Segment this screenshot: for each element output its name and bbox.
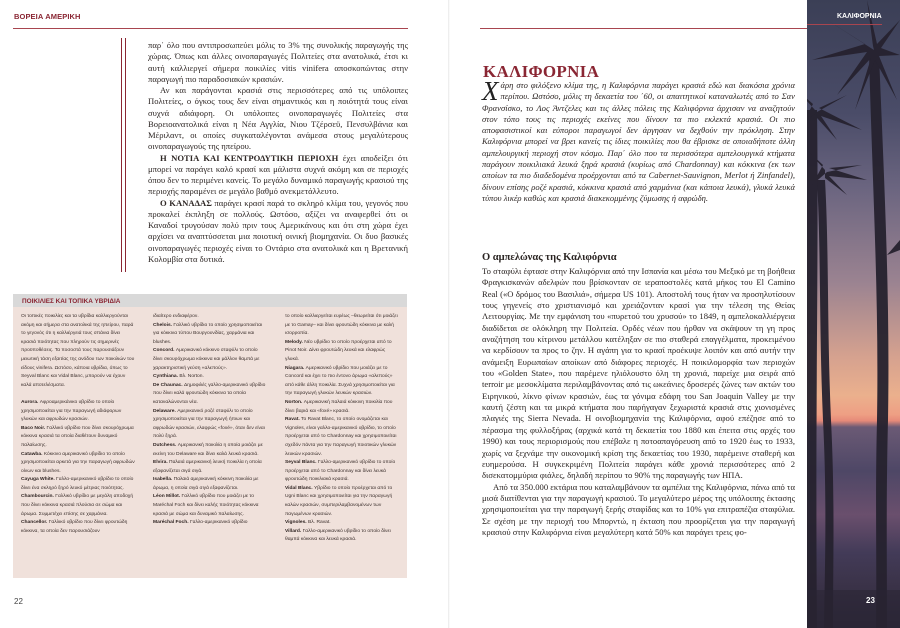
variety-entry <box>285 339 399 365</box>
variety-entry <box>153 476 267 493</box>
variety-entry <box>153 322 267 348</box>
variety-description: Βλ. Ravat. <box>306 520 331 526</box>
paragraph-canada <box>148 198 408 266</box>
variety-name: Chelois. <box>153 322 173 328</box>
variety-name: Chancellor. <box>21 520 48 526</box>
variety-entry <box>285 399 399 416</box>
variety-entry <box>285 485 399 519</box>
variety-entry <box>21 476 135 493</box>
variety-description: Αμερικανικό ροζέ σταφύλι το οποίο χρησιμοποιείται για την παραγωγή ήπιων και αφρωδών κρασιών, ελαφρώς «foxé», όταν δεν είναι πολύ ξηρά. <box>153 408 265 440</box>
variety-entry <box>21 425 135 451</box>
variety-description: Γαλλικό υβρίδιο το οποίο χρησιμοποιείται για κόκκινα τύπου Βουργουνδίας, χαρμάνια και blushes. <box>153 322 263 345</box>
variety-entry <box>21 399 135 425</box>
variety-description: Βλ. Norton. <box>178 374 204 380</box>
variety-description: Γαλλικό υβρίδιο που δίνει φρουτώδη κόκκινα, τα οποία δεν παρουσιάζουν <box>21 520 128 534</box>
variety-description: Αμερικανικό κόκκινο σταφύλι το οποίο δίνει σκουρόχρωμα κόκκινα και μάλλον θαμπά με χαρακτηριστική γεύση «αλεπούς». <box>153 348 260 371</box>
lead-text: άρη στο φιλόξενο κλίμα της, η Καλιφόρνια παράγει κρασιά εδώ και διακόσια χρόνια περίπου. Ωστόσο, μόλις τη δεκαετία του ΄60, οι απαιτητικοί καταναλωτές από το Σαν Φρανσίσκο, το Λος Άντζελες και τις άλλες πόλεις της Καλιφόρνια άρχισαν να αναζητούν στον τόπο τους τις περιοχές εκείνες που δίνουν τα πιο εκλεκτά κρασιά. Οι πιο αποφασιστικοί και εύποροι παραγωγοί δεν άργησαν να δεχθούν την πρόκληση. Στην Καλιφόρνια μπορεί να βρει κανείς τις ίδιες ποικιλίες που θα έβρισκε σε οποιαδήποτε άλλη αμπελουργική περιοχή στον κόσμο. Παρ΄ όλο που τα περισσότερα αμπελουργικά κτήματα παράγουν ποικιλιακά λευκά ξηρά κρασιά (κυρίως από Chardonnay) και κόκκινα (εκ των οποίων τα πιο διαδεδομένα προέρχονται από τα Cabernet-Sauvignon, Merlot ή Zinfandel), δίνουν επίσης ροζέ κρασιά, κόκκινα κρασιά από χαρμάνια (και κάποια λευκά), γλυκά λευκά τύπου λικέρ καθώς και κρασιά διακεκομμένης ζύμωσης ή αφρώδη. <box>482 80 795 203</box>
variety-description: το οποίο καλλιεργείται ευρέως –θεωρείται ότι μοιάζει με το Gamay– και δίνει φρουτώδη κόκκινα με καλή ισορροπία. <box>285 314 398 337</box>
variety-description: Αμερικανική παλαιά κόκκινη ποικιλία που δίνει βαριά και «foxé» κρασιά. <box>285 399 393 414</box>
paragraph: Από τα 350.000 εκτάρια που καταλαμβάνουν τα αμπέλια της Καλιφόρνια, πάνω από τα μισά διατίθενται για την παραγωγή κρασιού. Το μεγαλύτερο μέρος της υπόλοιπης έκτασης χρησιμοποιείται για την παραγωγή ξερής σταφίδας και το 10% για επιτραπέζια σταφύλια. Σε σχέση με την περιοχή του Μπορντώ, η έκταση που προορίζεται για την παραγωγή κρασιού στην Καλιφόρνια είναι μεγαλύτερη κατά 50% και παράγει τρεις φο- <box>482 481 795 537</box>
section-subheading: Ο αμπελώνας της Καλιφόρνια <box>482 252 617 263</box>
header-rule-photo <box>807 24 882 25</box>
variety-description: Γαλλικό υβρίδιο που δίνει σκουρόχρωμα κόκκινα κρασιά τα οποία διαθέτουν δυναμικό παλαίωσης. <box>21 425 134 448</box>
variety-entry <box>285 528 399 545</box>
variety-description: Υβρίδιο το οποίο προέρχεται από το Ugni Blanc και χρησιμοποιείται για την παραγωγή καλών κρασιών, συμπεριλαμβανομένων των παγωμένων κρασιών. <box>285 485 393 517</box>
variety-description: Γαλλικό υβρίδιο που μοιάζει με το Maréchal Foch και δίνει καλής ποιότητας κόκκινα κρασιά με σώμα και δυναμικό παλαίωσης. <box>153 494 259 517</box>
variety-name: Vidal Blanc. <box>285 485 313 491</box>
paragraph: παρ΄ όλο που αντιπροσωπεύει μόλις το 3% της συνολικής παραγωγής της χώρας. Όπως και άλλες οινοπαραγωγές Πολιτείες στα ανατολικά, έτσι κι αυτή καλλιεργεί σήμερα ποικιλίες vitis vinifera αποσκοπώντας στην παραγωγή πιο παραδοσιακών κρασιών. <box>148 40 408 84</box>
variety-entry <box>153 373 267 382</box>
variety-name: Norton. <box>285 399 303 405</box>
header-rule-left <box>13 28 408 29</box>
variety-description: Γαλλο-αμερικανικό υβρίδιο <box>188 520 248 526</box>
variety-name: Maréchal Foch. <box>153 520 189 526</box>
sidebar-intro: Οι τοπικές ποικιλίες και τα υβρίδια καλλιεργούνται ακόμη και σήμερα στα ανατολικά της ηπείρου, παρά το γεγονός ότι η καλλιέργειά τους σπάνια δίνει κρασιά ποιότητας που πληρούν τις σημερινές προϋποθέσεις. Τα ποσοστά τους παρουσιάζουν μειωτική τάση εξαιτίας της ανόδου των ποικιλιών του είδους vinifera. Ωστόσο, κάποια υβρίδια, όπως το Seyval Blanc και Vidal Blanc, μπορούν να έχουν καλά αποτελέσματα. <box>21 314 135 388</box>
variety-description: Παλαιά αμερικανική λευκή ποικιλία η οποία εξαφανίζεται σιγά σιγά. <box>153 460 262 474</box>
variety-name: Vignoles. <box>285 520 307 526</box>
variety-name: Seyval Blanc. <box>285 460 317 466</box>
variety-entry <box>285 459 399 485</box>
paragraph: Το σταφύλι έφτασε στην Καλιφόρνια από την Ισπανία και μέσω του Μεξικό με τη βοήθεια Φραγκισκανών αδελφών που βρίσκονταν σε ιεραποστολές κατά μήκος του El Camino Real («Ο δρόμος του Βασιλιά», σήμερα US 101). Αποστολή τους ήταν να προσηλυτίσουν τους γηγενείς στο χριστιανισμό και χρειάζονταν κρασί για την τέλεση της Θείας Λειτουργίας. Με την εμφάνιση του «πυρετού του χρυσού» το 1849, η αμπελοκαλλιέργεια διαδίδεται σε ολόκληρη την Πολιτεία. Ορδές νέων που ήρθαν να σκάψουν τη γη προς αναζήτηση του κίτρινου μετάλλου κατέληξαν σε πιο σταθερά επαγγέλματα, προκειμένου να κερδίσουν τα προς το ζην. Η αγάπη για το κρασί προέκυψε λοιπόν και από αυτήν την ανάμειξη Ευρωπαίων αποίκων από διάφορες περιοχές. Η ποικιλομορφία των περιοχών του «Golden State», που παρέμενε ηλιόλουστο όλη τη χρονιά, παρείχε μια σειρά από terroir με μεσοκλίματα περιλαμβάνοντας από τις ωκεάνιες δροσερές ζώνες των ακτών του Ειρηνικού, λίκνο φίνων κρασιών, έως τα γόνιμα εδάφη του San Joaquin Valley με την καυτή ζέστη και τα μικρά κτήματα που παρήγαγαν ξεχωριστά κρασιά στις χιονισμένες πλαγιές της Sierra Nevada. Η οινοβιομηχανία της Καλιφόρνια, αφού επέζησε από το πέρασμα της φυλλοξήρας (αρχικά κατά τη δεκαετία του 1880 και έπειτα στις αρχές του 1990) και τους περιορισμούς που επέβαλε η ποτοαπαγόρευση από το 1920 έως το 1933, χωρίς να ξεχνάμε την οικονομική κρίση της δεκαετίας του 1930, παρέμεινε σταθερή και ευημερούσα. Η συγκεκριμένη Πολιτεία παράγει κάθε χρονιά περισσότερες από 2 δισεκατομμύρια φιάλες, δηλαδή περίπου το 90% της παραγωγής των ΗΠΑ. <box>482 266 795 481</box>
sidebar-title: ΠΟΙΚΙΛΙΕΣ ΚΑΙ ΤΟΠΙΚΑ ΥΒΡΙΔΙΑ <box>13 294 407 307</box>
paragraph: Αν και παράγονται κρασιά στις περισσότερες από τις υπόλοιπες Πολιτείες, ο όγκος τους δεν είναι σημαντικός και η ποιότητά τους είναι συχνά αδιάφορη. Οι υπόλοιπες οινοπαραγωγές Πολιτείες στα Βορειοανατολικά είναι η Νέα Αγγλία, Νιου Τζέρσεϋ, Πενσυλβάνια και Μέριλαντ, οι οποίες συγκαταλέγονται ανάμεσα στους μεγαλύτερους οινοπαραγωγούς της ηπείρου. <box>148 85 408 152</box>
variety-entry <box>21 451 135 477</box>
variety-entry <box>21 493 135 519</box>
right-body-text <box>482 266 795 538</box>
variety-name: Delaware. <box>153 408 176 414</box>
sidebar-column-3 <box>285 313 399 545</box>
variety-entry <box>21 519 135 536</box>
variety-description: Νέο υβρίδιο το οποίο προέρχεται από το Pinot Noir. Δίνει φρουτώδη λευκά και ελαφρώς γλυκά. <box>285 339 392 362</box>
paragraph-text: παράγει κρασί παρά το σκληρό κλίμα του, γεγονός που προκαλεί έκπληξη σε πολλούς. Ωστόσο, αξίζει να αναφερθεί ότι οι Καναδοί τρυγούσαν πολύ πριν τους Αμερικάνους και ότι στη χώρα έχει αρχίσει να αναπτύσσεται μια ποιοτική οινική βιομηχανία. Οι δυο βασικές οινοπαραγωγές περιοχές είναι το Οντάριο στα ανατολικά και η Βρετανική Κολομβία στα δυτικά. <box>148 197 408 264</box>
header-rule-right <box>480 28 810 29</box>
variety-name: Dutchess. <box>153 442 177 448</box>
paragraph-south-central <box>148 153 408 198</box>
variety-entry <box>285 519 399 528</box>
variety-name: Chambourcin. <box>21 494 54 500</box>
variety-description: Το Ravat Blanc, το οποίο ονομάζεται και Vignoles, είναι γαλλο-αμερικανικό υβρίδιο, το οποίο προέρχεται από το Chardonnay και χρησιμοποιείται σχεδόν πάντα για την παραγωγή ποιοτικών γλυκών λευκών κρασιών. <box>285 417 397 457</box>
lead-in-south-central: Η ΝΟΤΙΑ ΚΑΙ ΚΕΝΤΡΟΔΥΤΙΚΗ ΠΕΡΙΟΧΗ <box>160 152 339 163</box>
palm-trees-sunset-photo <box>807 0 900 628</box>
variety-name: Baco Noir. <box>21 425 46 431</box>
variety-entry <box>153 408 267 442</box>
variety-description: Αμερικανική ποικιλία η οποία μοιάζει με εκείνη του Delaware και δίνει καλά λευκά κρασιά. <box>153 442 263 457</box>
paragraph-text: έχει αποδείξει ότι μπορεί να παράγει καλό κρασί και μάλιστα συχνά ακόμη και σε περιοχές όπου δεν το περιμένει κανείς. Το μεγάλο δυναμικό παραγωγής κρασιού της περιοχής παραμένει σε μεγάλο βαθμό ανεκμετάλλευτο. <box>148 152 408 197</box>
variety-name: Ravat. <box>285 417 300 423</box>
variety-description: Δημοφιλές γαλλο-αμερικανικό υβρίδιο που δίνει καλά φρουτώδη κόκκινα τα οποία καταναλώνονται νέα. <box>153 382 266 405</box>
page-number-left: 22 <box>14 597 23 606</box>
variety-entry <box>285 313 399 339</box>
variety-name: Villard. <box>285 528 302 534</box>
sidebar-column-1 <box>21 313 135 545</box>
variety-description: Αμερικανικό υβρίδιο που μοιάζει με το Concord και έχει το πιο έντονο άρωμα «αλεπούς» από κάθε άλλη ποικιλία. Συχνά χρησιμοποιείται για την παραγωγή γλυκών λευκών κρασιών. <box>285 365 395 397</box>
variety-entry <box>153 313 267 322</box>
variety-entry <box>153 442 267 459</box>
variety-name: Niagara. <box>285 365 305 371</box>
lead-in-canada: Ο ΚΑΝΑΔΑΣ <box>160 197 212 208</box>
variety-name: Isabella. <box>153 477 173 483</box>
variety-entry <box>285 416 399 459</box>
variety-description: Αφροαμερικάνικο υβρίδιο το οποίο χρησιμοποιείται για την παραγωγή αδιάφορων γλυκών και αφρωδών κρασιών. <box>21 399 122 423</box>
variety-name: Cayuga White. <box>21 477 55 483</box>
variety-entry <box>153 493 267 519</box>
variety-description: Κόκκινο αμερικανικό υβρίδιο το οποίο χρησιμοποιείται αρκετά για την παραγωγή αφρωδών οίνων και blushes. <box>21 451 135 474</box>
variety-name: Catawba. <box>21 451 43 457</box>
variety-name: Cynthiana. <box>153 374 179 380</box>
running-head-left: ΒΟΡΕΙΑ ΑΜΕΡΙΚΗ <box>14 12 81 21</box>
variety-entry <box>153 347 267 373</box>
variety-entry <box>153 519 267 528</box>
variety-description: Γαλλικό υβρίδιο με μεγάλη αποδοχή που δίνει κόκκινα κρασιά πλούσια σε σώμα και άρωμα. Συμμετέχει επίσης σε χαρμάνια. <box>21 494 134 517</box>
lead-paragraph <box>482 76 795 204</box>
variety-name: Melody. <box>285 339 303 345</box>
variety-entry <box>285 365 399 399</box>
variety-entry <box>153 459 267 476</box>
variety-description: Γαλλο-αμερικανικό υβρίδιο το οποίο προέρχεται από το Chardonnay και δίνει λευκά φρουτώδη ποικιλιακά κρασιά. <box>285 460 396 483</box>
variety-description: Γαλλο-αμερικανικό υβρίδιο το οποίο δίνει ένα σκληρό ξηρό λευκό μέτριας ποιότητας. <box>21 477 134 491</box>
left-body-text <box>148 40 408 265</box>
variety-name: Concord. <box>153 348 175 354</box>
page-number-right: 23 <box>866 596 875 605</box>
vertical-accent-bar <box>121 38 126 272</box>
chapter-title: ΚΑΛΙΦΟΡΝΙΑ <box>483 62 600 81</box>
variety-description: Γαλλο-αμερικανικό υβρίδιο το οποίο δίνει θαμπά κόκκινα και λευκά κρασιά. <box>285 528 391 543</box>
variety-entry <box>153 382 267 408</box>
variety-description: Παλαιά αμερικανική κόκκινη ποικιλία με άρωμα, η οποία σιγά σιγά εξαφανίζεται. <box>153 477 259 491</box>
variety-name: Aurora. <box>21 399 39 405</box>
variety-name: Elvira. <box>153 460 168 466</box>
variety-name: Léon Millot. <box>153 494 181 500</box>
drop-cap: Χ <box>482 76 499 106</box>
variety-name: De Chaunac. <box>153 382 183 388</box>
sidebar-box-varieties <box>13 294 407 578</box>
sidebar-column-2 <box>153 313 267 545</box>
palm-silhouette-icon <box>807 0 900 628</box>
variety-description: ιδιαίτερο ενδιαφέρον. <box>153 314 199 319</box>
running-head-right: ΚΑΛΙΦΟΡΝΙΑ <box>837 13 882 20</box>
